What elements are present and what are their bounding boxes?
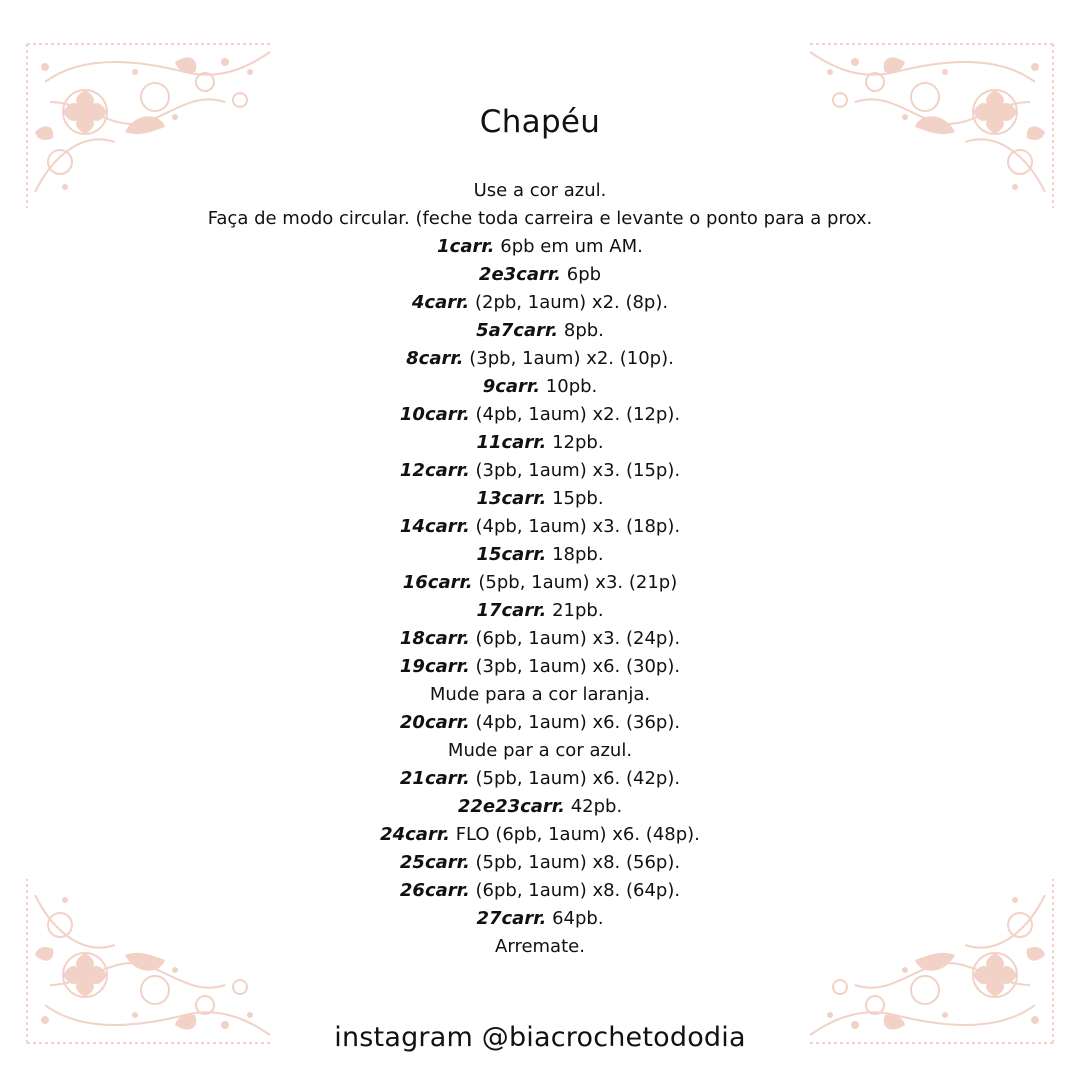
recipe-line — [0, 513, 1080, 541]
recipe-line — [0, 373, 1080, 401]
round-instructions: 12pb. — [546, 432, 604, 453]
round-label: 18carr. — [399, 628, 470, 649]
round-instructions: Mude para a cor laranja. — [429, 684, 651, 705]
recipe-line — [0, 261, 1080, 289]
round-label: 9carr. — [482, 376, 541, 397]
recipe-line — [0, 401, 1080, 429]
recipe-line — [0, 709, 1080, 737]
round-instructions: FLO (6pb, 1aum) x6. (48p). — [449, 824, 700, 845]
round-label: 19carr. — [399, 656, 470, 677]
round-label: 24carr. — [380, 824, 450, 845]
round-instructions: Faça de modo circular. (feche toda carreira e levante o ponto para a prox. — [207, 208, 873, 229]
round-label: 8carr. — [406, 348, 464, 369]
recipe-line — [0, 933, 1080, 961]
recipe-line — [0, 597, 1080, 625]
round-label: 26carr. — [399, 880, 470, 901]
recipe-line — [0, 541, 1080, 569]
round-label: 1carr. — [437, 236, 495, 257]
round-instructions: (3pb, 1aum) x3. (15p). — [469, 460, 681, 481]
recipe-line — [0, 457, 1080, 485]
round-instructions: (5pb, 1aum) x6. (42p). — [469, 768, 681, 789]
recipe-line — [0, 877, 1080, 905]
recipe-line — [0, 317, 1080, 345]
round-instructions: 21pb. — [546, 600, 604, 621]
round-label: 11carr. — [476, 432, 547, 453]
page-title: Chapéu — [479, 104, 601, 140]
round-instructions: (4pb, 1aum) x3. (18p). — [469, 516, 681, 537]
round-instructions: Arremate. — [495, 936, 585, 957]
round-instructions: (5pb, 1aum) x8. (56p). — [469, 852, 681, 873]
instagram-handle: instagram @biacrochetododia — [334, 1022, 746, 1053]
round-label: 12carr. — [399, 460, 470, 481]
recipe-line — [0, 289, 1080, 317]
round-label: 10carr. — [399, 404, 470, 425]
recipe-line — [0, 625, 1080, 653]
round-instructions: (6pb, 1aum) x3. (24p). — [469, 628, 681, 649]
round-instructions: 6pb — [561, 264, 602, 285]
recipe-line — [0, 177, 1080, 205]
round-label: 27carr. — [476, 908, 547, 929]
round-instructions: 42pb. — [564, 796, 623, 817]
round-instructions: (3pb, 1aum) x6. (30p). — [469, 656, 681, 677]
round-label: 22e23carr. — [457, 796, 565, 817]
recipe-line — [0, 429, 1080, 457]
recipe-line — [0, 485, 1080, 513]
round-instructions: Mude par a cor azul. — [447, 740, 633, 761]
round-label: 13carr. — [476, 488, 547, 509]
round-instructions: (5pb, 1aum) x3. (21p) — [472, 572, 678, 593]
recipe-line — [0, 821, 1080, 849]
recipe-line — [0, 849, 1080, 877]
round-instructions: (3pb, 1aum) x2. (10p). — [463, 348, 674, 369]
recipe-line — [0, 793, 1080, 821]
round-label: 17carr. — [476, 600, 547, 621]
round-label: 25carr. — [399, 852, 470, 873]
recipe-line — [0, 905, 1080, 933]
round-label: 4carr. — [411, 292, 470, 313]
recipe-list — [0, 177, 1080, 961]
recipe-line — [0, 345, 1080, 373]
recipe-line — [0, 653, 1080, 681]
round-label: 15carr. — [476, 544, 547, 565]
recipe-line — [0, 569, 1080, 597]
recipe-line — [0, 681, 1080, 709]
round-instructions: 15pb. — [546, 488, 604, 509]
round-label: 5a7carr. — [476, 320, 559, 341]
round-label: 16carr. — [402, 572, 473, 593]
round-instructions: Use a cor azul. — [473, 180, 607, 201]
round-label: 21carr. — [399, 768, 470, 789]
round-instructions: 8pb. — [558, 320, 604, 341]
round-instructions: 64pb. — [546, 908, 604, 929]
recipe-line — [0, 765, 1080, 793]
round-instructions: (4pb, 1aum) x6. (36p). — [469, 712, 681, 733]
recipe-line — [0, 737, 1080, 765]
round-instructions: 10pb. — [540, 376, 598, 397]
recipe-line — [0, 233, 1080, 261]
round-label: 2e3carr. — [478, 264, 562, 285]
round-instructions: (6pb, 1aum) x8. (64p). — [469, 880, 681, 901]
round-label: 20carr. — [399, 712, 470, 733]
round-instructions: 6pb em um AM. — [494, 236, 643, 257]
recipe-line — [0, 205, 1080, 233]
round-instructions: (4pb, 1aum) x2. (12p). — [469, 404, 681, 425]
round-label: 14carr. — [399, 516, 470, 537]
round-instructions: 18pb. — [546, 544, 604, 565]
round-instructions: (2pb, 1aum) x2. (8p). — [469, 292, 669, 313]
